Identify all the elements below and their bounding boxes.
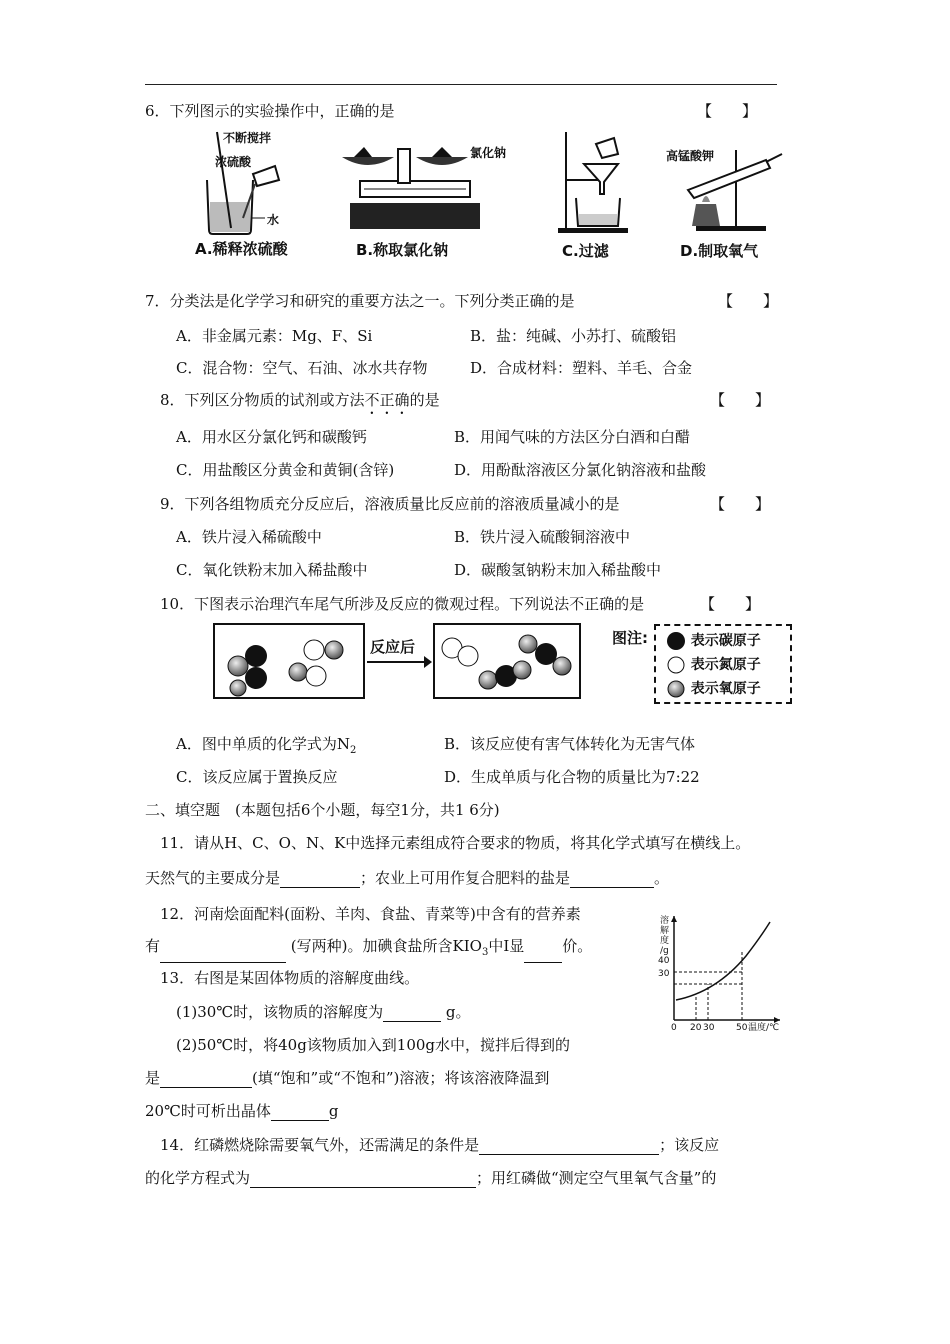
solubility-curve-svg	[656, 912, 786, 1036]
q6-stem: 6．下列图示的实验操作中，正确的是	[145, 102, 395, 120]
q9-option-d: D．碳酸氢钠粉末加入稀盐酸中	[454, 561, 662, 579]
q9-answer-bracket: 【 】	[710, 495, 771, 513]
filtration-diagram	[556, 130, 636, 235]
label-kmno4: 高锰酸钾	[666, 149, 715, 163]
q13-part1: (1)30℃时，该物质的溶解度为 g。	[176, 1003, 471, 1021]
q10-option-b: B．该反应使有害气体转化为无害气体	[444, 735, 696, 753]
solubility-graph	[656, 912, 786, 1036]
arrow-label: 反应后	[370, 638, 416, 656]
q8-option-c: C．用盐酸区分黄金和黄铜(含锌)	[176, 461, 395, 479]
q8-answer-bracket: 【 】	[710, 391, 771, 409]
q13-part2-line1: (2)50℃时，将40g该物质加入到100g水中，搅拌后得到的	[176, 1036, 571, 1054]
caption-a: A.稀释浓硫酸	[195, 240, 288, 258]
nitrogen-atom-icon	[666, 655, 686, 675]
label-nacl: 氯化钠	[470, 146, 507, 160]
section2-title: 二、填空题 (本题包括6个小题，每空1分，共1 6分)	[145, 801, 500, 819]
q14-line1: 14．红磷燃烧除需要氧气外，还需满足的条件是 ；该反应	[160, 1136, 720, 1154]
q11-blank-1[interactable]	[280, 871, 360, 888]
figure-b-balance	[340, 135, 507, 263]
q8-emphasis: 不正确	[364, 391, 410, 409]
legend-row-carbon: 表示碳原子	[666, 630, 761, 651]
q9-option-a: A．铁片浸入稀硫酸中	[176, 528, 322, 546]
y-tick-40: 40	[658, 956, 670, 966]
q11-line2: 天然气的主要成分是 ；农业上可用作复合肥料的盐是 。	[145, 869, 670, 887]
q7-answer-bracket: 【 】	[718, 292, 779, 310]
q8-stem: 8．下列区分物质的试剂或方法不正确的是	[160, 391, 440, 409]
graph-ylabel: 溶 解 度 /g	[660, 916, 670, 956]
q9-option-c: C．氧化铁粉末加入稀盐酸中	[176, 561, 368, 579]
q14-line2: 的化学方程式为 ；用红磷做“测定空气里氧气含量”的	[145, 1169, 717, 1187]
q13-blank-2[interactable]	[160, 1071, 252, 1088]
header-rule	[145, 84, 777, 85]
q7-stem: 7．分类法是化学学习和研究的重要方法之一。下列分类正确的是	[145, 292, 575, 310]
label-conc-acid: 浓硫酸	[215, 155, 252, 169]
q7-option-a: A．非金属元素：Mg、F、Si	[176, 327, 373, 345]
label-water: 水	[267, 213, 280, 227]
q7-option-d: D．合成材料：塑料、羊毛、合金	[470, 359, 693, 377]
q12-blank-2[interactable]	[524, 946, 562, 963]
q8-option-a: A．用水区分氯化钙和碳酸钙	[176, 428, 367, 446]
caption-b: B.称取氯化钠	[356, 241, 449, 259]
y-tick-30: 30	[658, 969, 670, 979]
q11-line1: 11．请从H、C、O、N、K中选择元素组成符合要求的物质，将其化学式填写在横线上。	[160, 834, 751, 852]
q13-part2-line3: 20℃时可析出晶体 g	[145, 1102, 339, 1120]
figure-c-filtration	[556, 130, 636, 263]
x-tick-20: 20	[690, 1023, 702, 1033]
q8-option-b: B．用闻气味的方法区分白酒和白醋	[454, 428, 691, 446]
q12-line2: 有 (写两种)。加碘食盐所含$KIO_3$中I显 价。	[145, 936, 592, 963]
q12-line1: 12．河南烩面配料(面粉、羊肉、食盐、青菜等)中含有的营养素	[160, 905, 581, 923]
graph-xlabel: 温度/℃	[748, 1023, 780, 1033]
legend-row-oxygen: 表示氧原子	[666, 678, 761, 699]
q10-option-a: A．图中单质的化学式为$N_2$	[176, 735, 357, 756]
oxygen-atom-icon	[666, 679, 686, 699]
figure-d-oxygen	[666, 140, 786, 263]
q9-option-b: B．铁片浸入硫酸铜溶液中	[454, 528, 631, 546]
q9-stem: 9．下列各组物质充分反应后，溶液质量比反应前的溶液质量减小的是	[160, 495, 620, 513]
legend-title: 图注:	[612, 629, 648, 647]
x-tick-50: 50	[736, 1023, 748, 1033]
x-tick-30: 30	[703, 1023, 715, 1033]
label-stir: 不断搅拌	[223, 131, 272, 145]
q7-option-b: B．盐：纯碱、小苏打、硫酸铝	[470, 327, 677, 345]
q10-answer-bracket: 【 】	[700, 595, 761, 613]
q12-blank-1[interactable]	[160, 946, 286, 963]
q11-blank-2[interactable]	[570, 871, 654, 888]
q13-part2-line2: 是 (填“饱和”或“不饱和”)溶液；将该溶液降温到	[145, 1069, 550, 1087]
q13-blank-3[interactable]	[271, 1104, 329, 1121]
x-tick-0: 0	[671, 1023, 677, 1033]
figure-a-dilute-acid	[195, 128, 315, 263]
caption-c: C.过滤	[562, 242, 609, 260]
legend-box	[654, 624, 792, 704]
legend-row-nitrogen: 表示氮原子	[666, 654, 761, 675]
q8-option-d: D．用酚酞溶液区分氯化钠溶液和盐酸	[454, 461, 707, 479]
q14-blank-1[interactable]	[479, 1138, 659, 1155]
q14-blank-2[interactable]	[250, 1171, 476, 1188]
solubility-curve	[676, 922, 770, 1000]
q6-answer-bracket: 【 】	[697, 102, 758, 120]
q13-stem: 13．右图是某固体物质的溶解度曲线。	[160, 969, 420, 987]
q7-option-c: C．混合物：空气、石油、冰水共存物	[176, 359, 428, 377]
q10-option-c: C．该反应属于置换反应	[176, 768, 338, 786]
q10-option-d: D．生成单质与化合物的质量比为7:22	[444, 768, 700, 786]
carbon-atom-icon	[666, 631, 686, 651]
q10-stem: 10．下图表示治理汽车尾气所涉及反应的微观过程。下列说法不正确的是	[160, 595, 645, 613]
caption-d: D.制取氧气	[680, 242, 759, 260]
q13-blank-1[interactable]	[383, 1005, 441, 1022]
reaction-diagram	[212, 620, 582, 702]
